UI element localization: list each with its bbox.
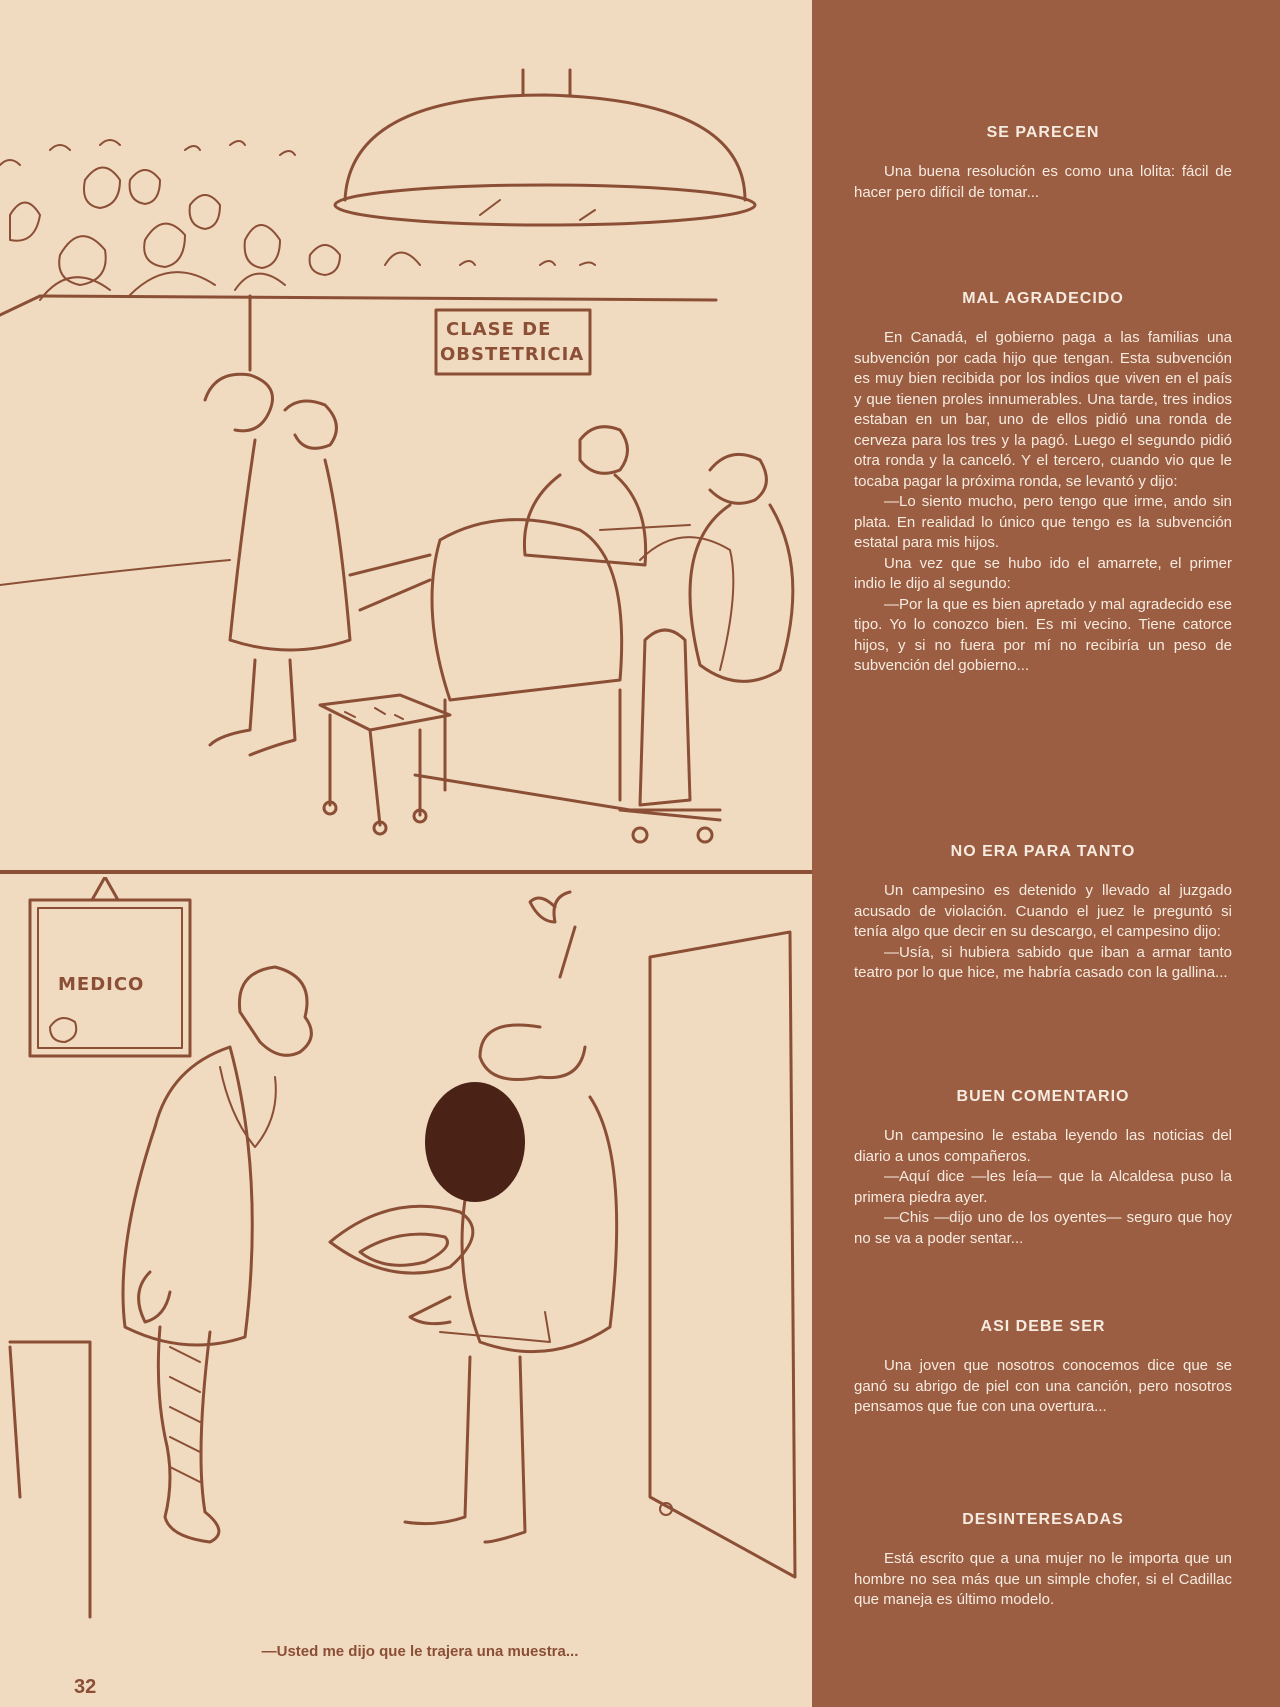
joke-paragraph: Está escrito que a una mujer no le importa que un hombre no sea más que un simple chofer, si el Cadillac que maneja es último modelo.	[854, 1550, 1232, 1608]
jokes-column	[812, 0, 1280, 1707]
joke-paragraph: —Por la que es bien apretado y mal agradecido ese tipo. Yo lo conozco bien. Es mi vecino. Tiene catorce hijos, y si no fuera por mí no recibiría un peso de subvención del gobierno...	[854, 595, 1232, 674]
cartoon-doctor-visit	[0, 877, 812, 1637]
joke-title: MAL AGRADECIDO	[962, 290, 1124, 307]
joke-paragraph: Una joven que nosotros conocemos dice que se ganó su abrigo de piel con una canción, pero nosotros pensamos que fue con una overtura...	[854, 1357, 1232, 1415]
joke-asi-debe-ser	[854, 1318, 1232, 1418]
joke-title: ASI DEBE SER	[980, 1318, 1106, 1335]
joke-title: SE PARECEN	[986, 124, 1100, 141]
joke-paragraph: Un campesino es detenido y llevado al juzgado acusado de violación. Cuando el juez le preguntó si tenía algo que decir en su descargo, el campesino dijo:	[854, 882, 1232, 940]
cartoon-obstetrics-class	[0, 0, 812, 870]
joke-paragraph: Una buena resolución es como una lolita: fácil de hacer pero difícil de tomar...	[854, 163, 1232, 201]
joke-paragraph: —Chis —dijo uno de los oyentes— seguro que hoy no se va a poder sentar...	[854, 1209, 1232, 1247]
panel-divider	[0, 870, 812, 874]
joke-paragraph: En Canadá, el gobierno paga a las familias una subvención por cada hijo que tengan. Esta subvención es muy bien recibida por los indios que viven en el país y que tienen proles innumerables. Una tarde, tres indios estaban en un bar, uno de ellos pidió una ronda de cerveza para los tres y la pagó. Luego el segundo pidió otra ronda y la canceló. Y el tercero, cuando vio que le tocaba pagar la próxima ronda, se levantó y dijo:	[854, 329, 1232, 490]
joke-paragraph: —Aquí dice —les leía— que la Alcaldesa puso la primera piedra ayer.	[854, 1168, 1232, 1206]
joke-body	[854, 162, 1232, 203]
obstetrics-illustration	[0, 0, 812, 870]
medico-sign: MEDICO	[58, 974, 145, 995]
joke-body	[854, 881, 1232, 984]
class-sign-line1: CLASE DE	[446, 319, 552, 340]
joke-buen-comentario	[854, 1088, 1232, 1249]
joke-paragraph: Una vez que se hubo ido el amarrete, el primer indio le dijo al segundo:	[854, 554, 1232, 592]
cartoon-caption: —Usted me dijo que le trajera una muestra...	[261, 1643, 579, 1660]
page-number: 32	[74, 1676, 97, 1698]
joke-body	[854, 328, 1232, 677]
doctor-visit-illustration	[0, 877, 812, 1637]
joke-title: NO ERA PARA TANTO	[950, 843, 1136, 860]
joke-body	[854, 1356, 1232, 1418]
joke-desinteresadas	[854, 1511, 1232, 1611]
joke-paragraph: —Lo siento mucho, pero tengo que irme, ando sin plata. En realidad lo único que tengo es la subvención estatal para mis hijos.	[854, 493, 1232, 551]
joke-mal-agradecido	[854, 290, 1232, 677]
joke-paragraph: —Usía, si hubiera sabido que iban a armar tanto teatro por lo que hice, me habría casado con la gallina...	[854, 943, 1232, 981]
joke-body	[854, 1126, 1232, 1249]
joke-title: DESINTERESADAS	[962, 1511, 1124, 1528]
joke-se-parecen	[854, 124, 1232, 203]
joke-body	[854, 1549, 1232, 1611]
joke-no-era-para-tanto	[854, 843, 1232, 984]
joke-title: BUEN COMENTARIO	[956, 1088, 1130, 1105]
class-sign-line2: OBSTETRICIA	[440, 344, 585, 365]
joke-paragraph: Un campesino le estaba leyendo las noticias del diario a unos compañeros.	[854, 1127, 1232, 1165]
